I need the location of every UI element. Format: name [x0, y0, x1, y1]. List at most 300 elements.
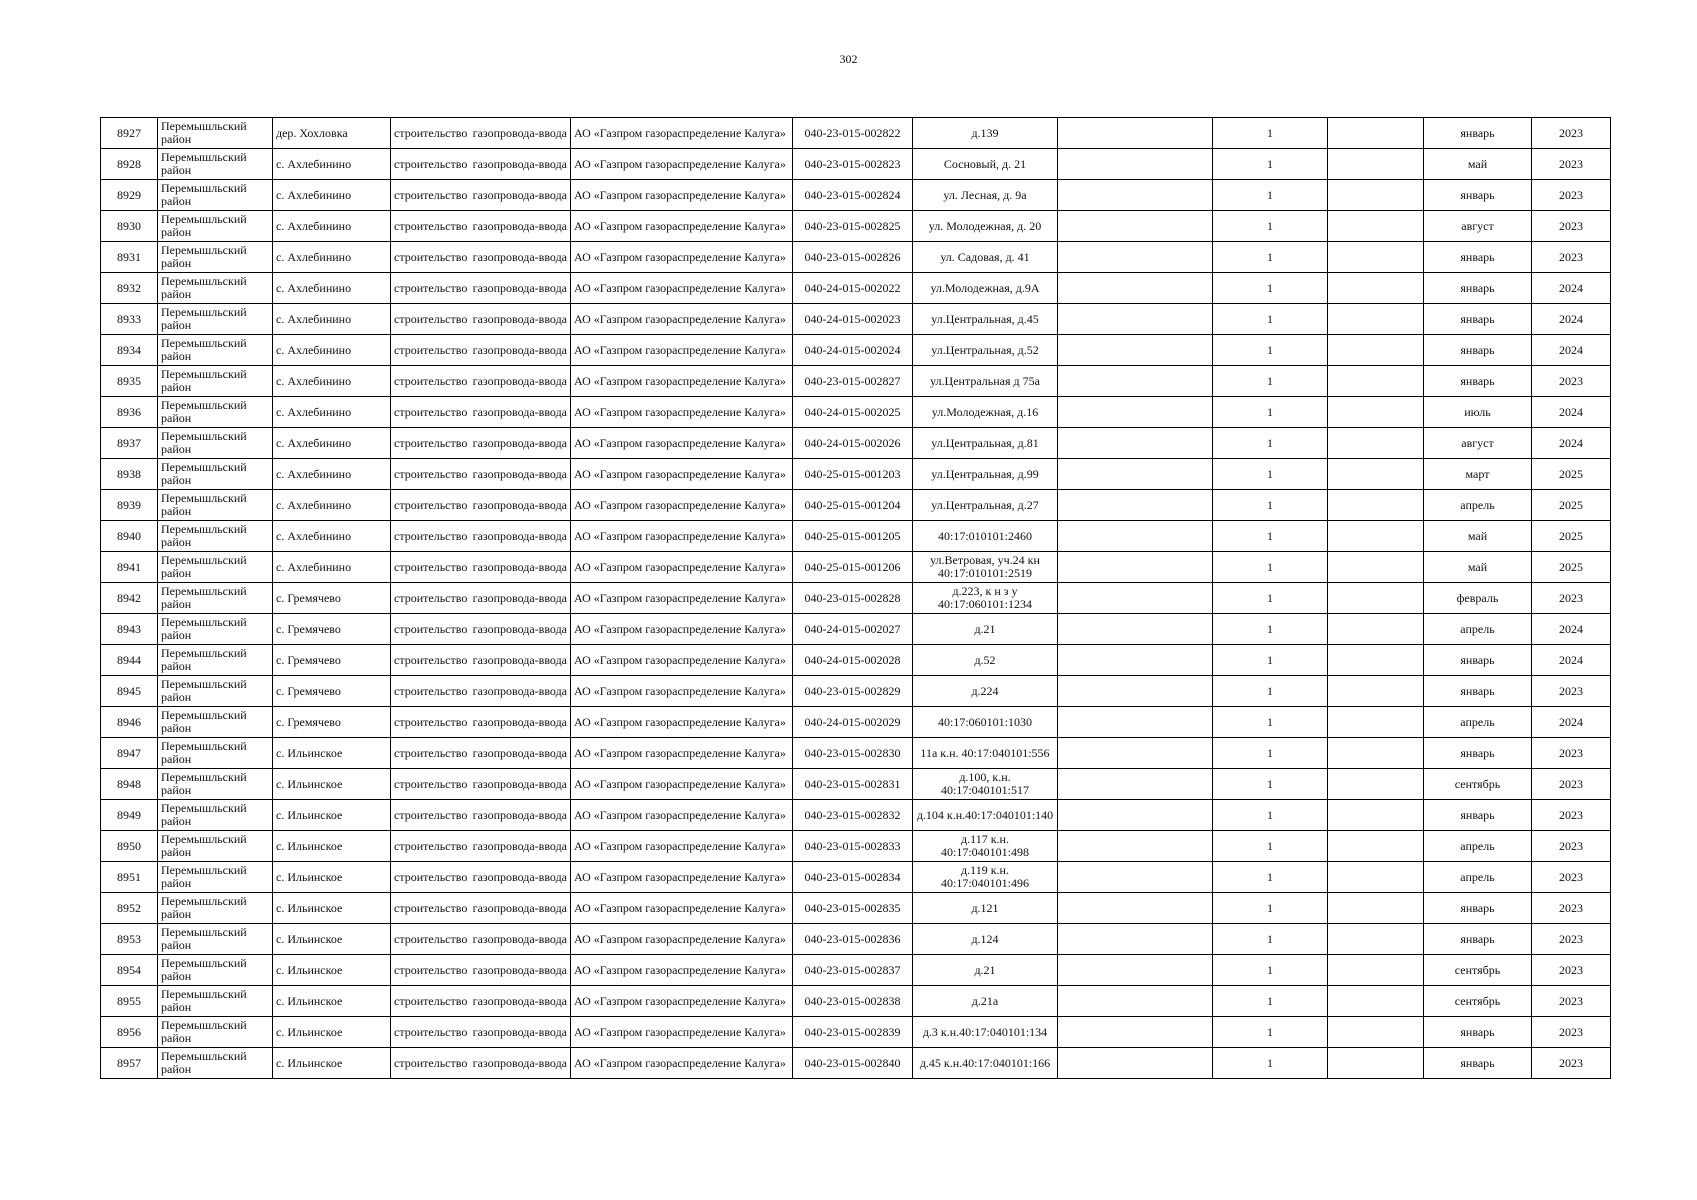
village-cell: с. Ахлебинино	[273, 211, 391, 242]
work-type-cell: строительство газопровода-ввода	[391, 211, 571, 242]
month-cell: март	[1424, 459, 1532, 490]
quantity-cell: 1	[1213, 738, 1328, 769]
village-cell: с. Гремячево	[273, 614, 391, 645]
organization-cell: АО «Газпром газораспределение Калуга»	[571, 521, 793, 552]
district-cell: Перемышльский район	[158, 707, 273, 738]
table-row	[101, 304, 1611, 335]
table-row	[101, 986, 1611, 1017]
month-cell: январь	[1424, 180, 1532, 211]
request-code-cell: 040-23-015-002838	[793, 986, 913, 1017]
quantity-cell: 1	[1213, 924, 1328, 955]
request-code-cell: 040-25-015-001204	[793, 490, 913, 521]
quantity-cell: 1	[1213, 552, 1328, 583]
address-cell: 11а к.н. 40:17:040101:556	[913, 738, 1058, 769]
empty-cell	[1058, 180, 1213, 211]
row-number: 8952	[101, 893, 158, 924]
village-cell: с. Ильинское	[273, 1017, 391, 1048]
empty-cell	[1058, 459, 1213, 490]
address-cell: ул.Центральная, д.27	[913, 490, 1058, 521]
organization-cell: АО «Газпром газораспределение Калуга»	[571, 273, 793, 304]
empty-cell	[1328, 862, 1424, 893]
request-code-cell: 040-25-015-001205	[793, 521, 913, 552]
work-type-cell: строительство газопровода-ввода	[391, 924, 571, 955]
request-code-cell: 040-23-015-002835	[793, 893, 913, 924]
village-cell: с. Ахлебинино	[273, 490, 391, 521]
request-code-cell: 040-24-015-002026	[793, 428, 913, 459]
empty-cell	[1328, 924, 1424, 955]
row-number: 8945	[101, 676, 158, 707]
organization-cell: АО «Газпром газораспределение Калуга»	[571, 366, 793, 397]
table-row	[101, 769, 1611, 800]
work-type-cell: строительство газопровода-ввода	[391, 335, 571, 366]
month-cell: январь	[1424, 1048, 1532, 1079]
table-row	[101, 583, 1611, 614]
district-cell: Перемышльский район	[158, 397, 273, 428]
address-cell: д.124	[913, 924, 1058, 955]
district-cell: Перемышльский район	[158, 583, 273, 614]
village-cell: с. Ильинское	[273, 955, 391, 986]
table-row	[101, 211, 1611, 242]
row-number: 8957	[101, 1048, 158, 1079]
empty-cell	[1328, 831, 1424, 862]
district-cell: Перемышльский район	[158, 955, 273, 986]
empty-cell	[1058, 614, 1213, 645]
empty-cell	[1328, 242, 1424, 273]
address-cell: д.104 к.н.40:17:040101:140	[913, 800, 1058, 831]
quantity-cell: 1	[1213, 862, 1328, 893]
organization-cell: АО «Газпром газораспределение Калуга»	[571, 180, 793, 211]
table-row	[101, 459, 1611, 490]
month-cell: январь	[1424, 304, 1532, 335]
request-code-cell: 040-23-015-002829	[793, 676, 913, 707]
table-row	[101, 614, 1611, 645]
row-number: 8928	[101, 149, 158, 180]
month-cell: сентябрь	[1424, 955, 1532, 986]
request-code-cell: 040-23-015-002832	[793, 800, 913, 831]
quantity-cell: 1	[1213, 614, 1328, 645]
row-number: 8949	[101, 800, 158, 831]
work-type-cell: строительство газопровода-ввода	[391, 893, 571, 924]
empty-cell	[1058, 1017, 1213, 1048]
year-cell: 2025	[1532, 521, 1611, 552]
month-cell: январь	[1424, 893, 1532, 924]
village-cell: с. Ахлебинино	[273, 428, 391, 459]
month-cell: январь	[1424, 738, 1532, 769]
row-number: 8954	[101, 955, 158, 986]
month-cell: май	[1424, 149, 1532, 180]
month-cell: май	[1424, 521, 1532, 552]
row-number: 8934	[101, 335, 158, 366]
request-code-cell: 040-23-015-002828	[793, 583, 913, 614]
request-code-cell: 040-24-015-002023	[793, 304, 913, 335]
empty-cell	[1058, 118, 1213, 149]
work-type-cell: строительство газопровода-ввода	[391, 366, 571, 397]
table-row	[101, 118, 1611, 149]
empty-cell	[1058, 273, 1213, 304]
address-cell: ул.Центральная, д.81	[913, 428, 1058, 459]
quantity-cell: 1	[1213, 521, 1328, 552]
empty-cell	[1058, 831, 1213, 862]
quantity-cell: 1	[1213, 1048, 1328, 1079]
year-cell: 2023	[1532, 1017, 1611, 1048]
empty-cell	[1058, 645, 1213, 676]
empty-cell	[1328, 645, 1424, 676]
table-row	[101, 242, 1611, 273]
month-cell: июль	[1424, 397, 1532, 428]
year-cell: 2023	[1532, 242, 1611, 273]
table-row	[101, 552, 1611, 583]
request-code-cell: 040-23-015-002839	[793, 1017, 913, 1048]
month-cell: январь	[1424, 800, 1532, 831]
district-cell: Перемышльский район	[158, 924, 273, 955]
empty-cell	[1058, 769, 1213, 800]
table-row	[101, 707, 1611, 738]
quantity-cell: 1	[1213, 118, 1328, 149]
registry-table	[100, 117, 1611, 1079]
empty-cell	[1328, 800, 1424, 831]
empty-cell	[1328, 366, 1424, 397]
quantity-cell: 1	[1213, 211, 1328, 242]
row-number: 8936	[101, 397, 158, 428]
month-cell: январь	[1424, 924, 1532, 955]
year-cell: 2025	[1532, 490, 1611, 521]
village-cell: с. Ахлебинино	[273, 397, 391, 428]
organization-cell: АО «Газпром газораспределение Калуга»	[571, 118, 793, 149]
village-cell: с. Ахлебинино	[273, 149, 391, 180]
empty-cell	[1058, 490, 1213, 521]
table-row	[101, 180, 1611, 211]
table-row	[101, 676, 1611, 707]
organization-cell: АО «Газпром газораспределение Калуга»	[571, 893, 793, 924]
request-code-cell: 040-23-015-002826	[793, 242, 913, 273]
empty-cell	[1058, 893, 1213, 924]
work-type-cell: строительство газопровода-ввода	[391, 118, 571, 149]
year-cell: 2024	[1532, 304, 1611, 335]
organization-cell: АО «Газпром газораспределение Калуга»	[571, 211, 793, 242]
work-type-cell: строительство газопровода-ввода	[391, 490, 571, 521]
village-cell: с. Ильинское	[273, 769, 391, 800]
work-type-cell: строительство газопровода-ввода	[391, 583, 571, 614]
quantity-cell: 1	[1213, 149, 1328, 180]
request-code-cell: 040-24-015-002022	[793, 273, 913, 304]
empty-cell	[1058, 366, 1213, 397]
table-row	[101, 521, 1611, 552]
month-cell: апрель	[1424, 831, 1532, 862]
village-cell: с. Ахлебинино	[273, 273, 391, 304]
month-cell: август	[1424, 428, 1532, 459]
table-row	[101, 397, 1611, 428]
district-cell: Перемышльский район	[158, 273, 273, 304]
request-code-cell: 040-23-015-002840	[793, 1048, 913, 1079]
year-cell: 2024	[1532, 645, 1611, 676]
work-type-cell: строительство газопровода-ввода	[391, 304, 571, 335]
work-type-cell: строительство газопровода-ввода	[391, 738, 571, 769]
empty-cell	[1328, 986, 1424, 1017]
request-code-cell: 040-24-015-002025	[793, 397, 913, 428]
organization-cell: АО «Газпром газораспределение Калуга»	[571, 242, 793, 273]
district-cell: Перемышльский район	[158, 986, 273, 1017]
page-number: 302	[839, 52, 858, 66]
month-cell: январь	[1424, 1017, 1532, 1048]
request-code-cell: 040-23-015-002833	[793, 831, 913, 862]
month-cell: февраль	[1424, 583, 1532, 614]
table-row	[101, 862, 1611, 893]
month-cell: январь	[1424, 335, 1532, 366]
district-cell: Перемышльский район	[158, 304, 273, 335]
empty-cell	[1058, 1048, 1213, 1079]
year-cell: 2024	[1532, 335, 1611, 366]
table-row	[101, 335, 1611, 366]
village-cell: с. Ильинское	[273, 893, 391, 924]
empty-cell	[1328, 304, 1424, 335]
organization-cell: АО «Газпром газораспределение Калуга»	[571, 924, 793, 955]
year-cell: 2024	[1532, 428, 1611, 459]
district-cell: Перемышльский район	[158, 800, 273, 831]
address-cell: д.21	[913, 955, 1058, 986]
district-cell: Перемышльский район	[158, 521, 273, 552]
village-cell: с. Гремячево	[273, 583, 391, 614]
quantity-cell: 1	[1213, 366, 1328, 397]
quantity-cell: 1	[1213, 955, 1328, 986]
district-cell: Перемышльский район	[158, 1017, 273, 1048]
month-cell: сентябрь	[1424, 986, 1532, 1017]
empty-cell	[1328, 118, 1424, 149]
quantity-cell: 1	[1213, 180, 1328, 211]
work-type-cell: строительство газопровода-ввода	[391, 397, 571, 428]
row-number: 8932	[101, 273, 158, 304]
quantity-cell: 1	[1213, 676, 1328, 707]
table-row	[101, 738, 1611, 769]
table-row	[101, 924, 1611, 955]
row-number: 8947	[101, 738, 158, 769]
row-number: 8951	[101, 862, 158, 893]
year-cell: 2023	[1532, 676, 1611, 707]
registry-rows	[101, 118, 1611, 1079]
table-row	[101, 831, 1611, 862]
row-number: 8935	[101, 366, 158, 397]
table-row	[101, 1048, 1611, 1079]
row-number: 8940	[101, 521, 158, 552]
row-number: 8938	[101, 459, 158, 490]
quantity-cell: 1	[1213, 645, 1328, 676]
village-cell: с. Ахлебинино	[273, 366, 391, 397]
district-cell: Перемышльский район	[158, 490, 273, 521]
village-cell: с. Ахлебинино	[273, 552, 391, 583]
organization-cell: АО «Газпром газораспределение Калуга»	[571, 304, 793, 335]
quantity-cell: 1	[1213, 304, 1328, 335]
empty-cell	[1058, 707, 1213, 738]
address-cell: д.3 к.н.40:17:040101:134	[913, 1017, 1058, 1048]
work-type-cell: строительство газопровода-ввода	[391, 552, 571, 583]
empty-cell	[1058, 521, 1213, 552]
work-type-cell: строительство газопровода-ввода	[391, 800, 571, 831]
empty-cell	[1328, 614, 1424, 645]
village-cell: с. Ильинское	[273, 831, 391, 862]
quantity-cell: 1	[1213, 1017, 1328, 1048]
empty-cell	[1328, 459, 1424, 490]
year-cell: 2023	[1532, 831, 1611, 862]
address-cell: д.45 к.н.40:17:040101:166	[913, 1048, 1058, 1079]
row-number: 8948	[101, 769, 158, 800]
table-row	[101, 428, 1611, 459]
row-number: 8943	[101, 614, 158, 645]
district-cell: Перемышльский район	[158, 676, 273, 707]
empty-cell	[1058, 149, 1213, 180]
request-code-cell: 040-23-015-002836	[793, 924, 913, 955]
row-number: 8933	[101, 304, 158, 335]
quantity-cell: 1	[1213, 800, 1328, 831]
row-number: 8956	[101, 1017, 158, 1048]
work-type-cell: строительство газопровода-ввода	[391, 986, 571, 1017]
address-cell: Сосновый, д. 21	[913, 149, 1058, 180]
address-cell: 40:17:060101:1030	[913, 707, 1058, 738]
table-row	[101, 490, 1611, 521]
year-cell: 2023	[1532, 955, 1611, 986]
village-cell: дер. Хохловка	[273, 118, 391, 149]
work-type-cell: строительство газопровода-ввода	[391, 707, 571, 738]
empty-cell	[1328, 893, 1424, 924]
organization-cell: АО «Газпром газораспределение Калуга»	[571, 149, 793, 180]
empty-cell	[1328, 428, 1424, 459]
request-code-cell: 040-23-015-002822	[793, 118, 913, 149]
year-cell: 2024	[1532, 273, 1611, 304]
empty-cell	[1328, 955, 1424, 986]
village-cell: с. Ахлебинино	[273, 242, 391, 273]
request-code-cell: 040-25-015-001203	[793, 459, 913, 490]
work-type-cell: строительство газопровода-ввода	[391, 428, 571, 459]
address-cell: д.121	[913, 893, 1058, 924]
empty-cell	[1058, 986, 1213, 1017]
organization-cell: АО «Газпром газораспределение Калуга»	[571, 1048, 793, 1079]
quantity-cell: 1	[1213, 769, 1328, 800]
table-row	[101, 1017, 1611, 1048]
district-cell: Перемышльский район	[158, 118, 273, 149]
month-cell: январь	[1424, 273, 1532, 304]
row-number: 8931	[101, 242, 158, 273]
empty-cell	[1328, 335, 1424, 366]
empty-cell	[1058, 304, 1213, 335]
district-cell: Перемышльский район	[158, 614, 273, 645]
village-cell: с. Ахлебинино	[273, 335, 391, 366]
month-cell: август	[1424, 211, 1532, 242]
district-cell: Перемышльский район	[158, 1048, 273, 1079]
year-cell: 2024	[1532, 707, 1611, 738]
empty-cell	[1328, 707, 1424, 738]
year-cell: 2023	[1532, 738, 1611, 769]
address-cell: д.21	[913, 614, 1058, 645]
address-cell: 40:17:010101:2460	[913, 521, 1058, 552]
village-cell: с. Гремячево	[273, 707, 391, 738]
empty-cell	[1058, 583, 1213, 614]
row-number: 8930	[101, 211, 158, 242]
month-cell: апрель	[1424, 707, 1532, 738]
empty-cell	[1058, 862, 1213, 893]
village-cell: с. Гремячево	[273, 676, 391, 707]
village-cell: с. Гремячево	[273, 645, 391, 676]
month-cell: январь	[1424, 366, 1532, 397]
organization-cell: АО «Газпром газораспределение Калуга»	[571, 583, 793, 614]
district-cell: Перемышльский район	[158, 831, 273, 862]
month-cell: январь	[1424, 676, 1532, 707]
month-cell: апрель	[1424, 862, 1532, 893]
month-cell: январь	[1424, 645, 1532, 676]
quantity-cell: 1	[1213, 397, 1328, 428]
organization-cell: АО «Газпром газораспределение Калуга»	[571, 738, 793, 769]
address-cell: ул. Молодежная, д. 20	[913, 211, 1058, 242]
address-cell: ул.Центральная д 75а	[913, 366, 1058, 397]
district-cell: Перемышльский район	[158, 180, 273, 211]
table-row	[101, 273, 1611, 304]
district-cell: Перемышльский район	[158, 242, 273, 273]
empty-cell	[1328, 149, 1424, 180]
village-cell: с. Ильинское	[273, 924, 391, 955]
organization-cell: АО «Газпром газораспределение Калуга»	[571, 490, 793, 521]
empty-cell	[1058, 924, 1213, 955]
request-code-cell: 040-23-015-002830	[793, 738, 913, 769]
row-number: 8942	[101, 583, 158, 614]
month-cell: май	[1424, 552, 1532, 583]
year-cell: 2025	[1532, 552, 1611, 583]
organization-cell: АО «Газпром газораспределение Калуга»	[571, 552, 793, 583]
empty-cell	[1058, 738, 1213, 769]
work-type-cell: строительство газопровода-ввода	[391, 521, 571, 552]
request-code-cell: 040-25-015-001206	[793, 552, 913, 583]
request-code-cell: 040-23-015-002825	[793, 211, 913, 242]
quantity-cell: 1	[1213, 335, 1328, 366]
empty-cell	[1328, 738, 1424, 769]
empty-cell	[1058, 335, 1213, 366]
address-cell: д.119 к.н. 40:17:040101:496	[913, 862, 1058, 893]
month-cell: январь	[1424, 118, 1532, 149]
village-cell: с. Ахлебинино	[273, 304, 391, 335]
district-cell: Перемышльский район	[158, 211, 273, 242]
organization-cell: АО «Газпром газораспределение Калуга»	[571, 335, 793, 366]
quantity-cell: 1	[1213, 428, 1328, 459]
work-type-cell: строительство газопровода-ввода	[391, 1048, 571, 1079]
year-cell: 2023	[1532, 800, 1611, 831]
work-type-cell: строительство газопровода-ввода	[391, 180, 571, 211]
work-type-cell: строительство газопровода-ввода	[391, 459, 571, 490]
row-number: 8953	[101, 924, 158, 955]
empty-cell	[1058, 428, 1213, 459]
organization-cell: АО «Газпром газораспределение Калуга»	[571, 614, 793, 645]
request-code-cell: 040-23-015-002823	[793, 149, 913, 180]
address-cell: ул.Центральная, д.45	[913, 304, 1058, 335]
year-cell: 2023	[1532, 211, 1611, 242]
village-cell: с. Ахлебинино	[273, 521, 391, 552]
district-cell: Перемышльский район	[158, 893, 273, 924]
request-code-cell: 040-24-015-002027	[793, 614, 913, 645]
address-cell: д.139	[913, 118, 1058, 149]
table-row	[101, 149, 1611, 180]
empty-cell	[1328, 490, 1424, 521]
work-type-cell: строительство газопровода-ввода	[391, 273, 571, 304]
year-cell: 2023	[1532, 180, 1611, 211]
request-code-cell: 040-24-015-002029	[793, 707, 913, 738]
row-number: 8929	[101, 180, 158, 211]
organization-cell: АО «Газпром газораспределение Калуга»	[571, 707, 793, 738]
village-cell: с. Ильинское	[273, 862, 391, 893]
organization-cell: АО «Газпром газораспределение Калуга»	[571, 645, 793, 676]
request-code-cell: 040-23-015-002837	[793, 955, 913, 986]
organization-cell: АО «Газпром газораспределение Калуга»	[571, 428, 793, 459]
empty-cell	[1328, 676, 1424, 707]
village-cell: с. Ахлебинино	[273, 180, 391, 211]
district-cell: Перемышльский район	[158, 149, 273, 180]
address-cell: ул.Центральная, д.52	[913, 335, 1058, 366]
year-cell: 2023	[1532, 149, 1611, 180]
district-cell: Перемышльский район	[158, 862, 273, 893]
